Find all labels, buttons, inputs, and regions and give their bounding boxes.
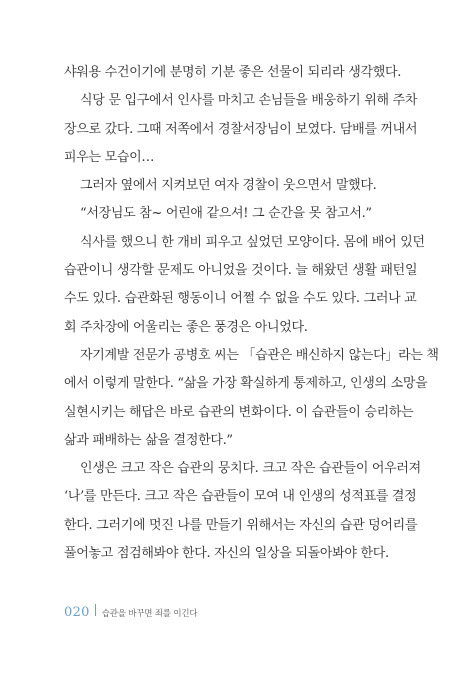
- text-line: 식사를 했으니 한 개비 피우고 싶었던 모양이다. 몸에 배어 있던: [80, 234, 425, 250]
- text-line: 자기계발 전문가 공병호 씨는 「습관은 배신하지 않는다」라는 책: [80, 347, 439, 363]
- page-number: 020: [64, 605, 90, 620]
- text-line: 삶과 패배하는 삶을 결정한다.”: [64, 432, 233, 448]
- text-line: 수도 있다. 습관화된 행동이니 어쩔 수 없을 수도 있다. 그러나 교: [64, 291, 417, 307]
- footer-divider: [95, 604, 96, 616]
- text-line: 습관이니 생각할 문제도 아니었을 것이다. 늘 해왔던 생활 패턴일: [64, 263, 418, 279]
- text-line: 에서 이렇게 말한다. “삶을 가장 확실하게 통제하고, 인생의 소망을: [64, 376, 428, 392]
- text-line: 피우는 모습이…: [64, 149, 155, 165]
- text-line: 장으로 갔다. 그때 저쪽에서 경찰서장님이 보였다. 담배를 꺼내서: [64, 121, 418, 137]
- page-footer: [64, 605, 197, 620]
- book-page-body: [64, 59, 439, 568]
- paragraph-text-block: [64, 59, 439, 568]
- text-line: 그러자 옆에서 지켜보던 여자 경찰이 웃으면서 말했다.: [80, 178, 377, 194]
- running-book-title: 습관을 바꾸면 죄를 이긴다: [101, 608, 198, 619]
- text-line: 풀어놓고 점검해봐야 한다. 자신의 일상을 되돌아봐야 한다.: [64, 546, 389, 562]
- text-line: 한다. 그러기에 멋진 나를 만들기 위해서는 자신의 습관 덩어리를: [64, 517, 418, 533]
- text-line: 회 주차장에 어울리는 좋은 풍경은 아니었다.: [64, 319, 308, 335]
- text-line: 실현시키는 해답은 바로 습관의 변화이다. 이 습관들이 승리하는: [64, 404, 414, 420]
- text-line: “서장님도 참~ 어린애 같으셔! 그 순간을 못 참고서.”: [80, 206, 372, 222]
- text-line: ‘나’를 만든다. 크고 작은 습관들이 모여 내 인생의 성적표를 결정: [64, 489, 417, 505]
- text-line: 샤워용 수건이기에 분명히 기분 좋은 선물이 되리라 생각했다.: [64, 65, 402, 80]
- text-line: 인생은 크고 작은 습관의 뭉치다. 크고 작은 습관들이 어우러져: [80, 461, 421, 477]
- text-line: 식당 문 입구에서 인사를 마치고 손님들을 배웅하기 위해 주차: [80, 93, 418, 109]
